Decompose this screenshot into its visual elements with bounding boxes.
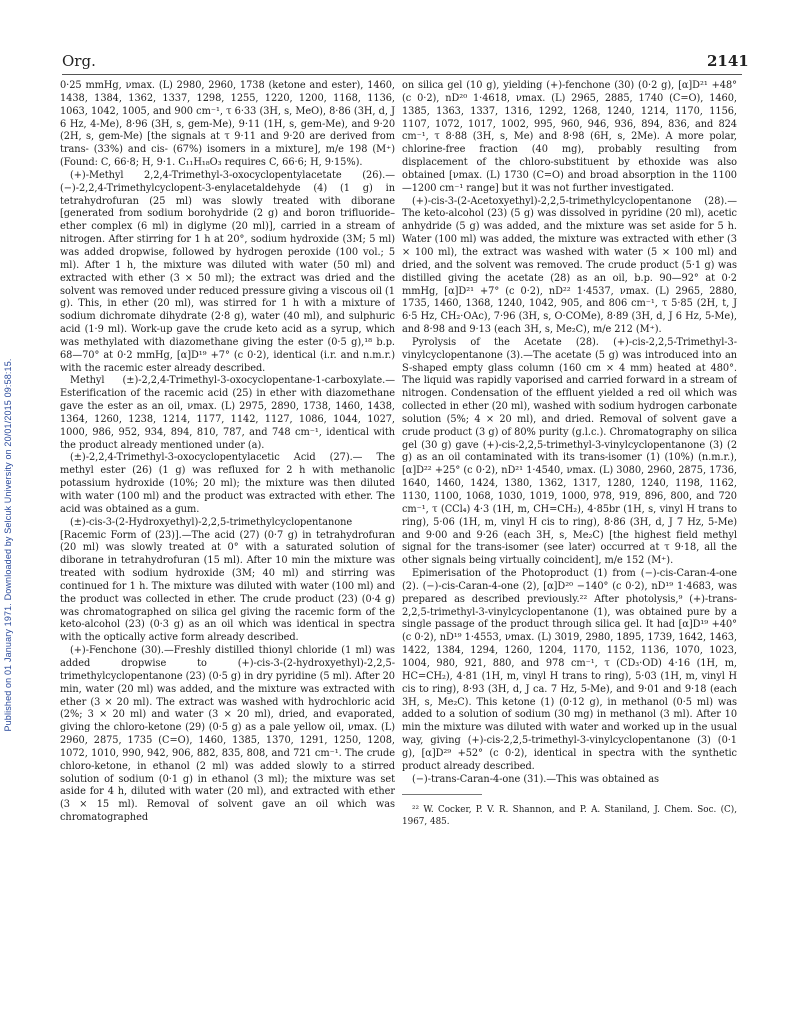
left-column <box>60 80 395 1030</box>
footnote-rule <box>402 794 482 795</box>
paragraph: (−)-trans-Caran-4-one (31).—This was obtained as <box>412 773 659 785</box>
paragraph: Epimerisation of the Photoproduct (1) from (−)-cis-Caran-4-one (2). (−)-cis-Caran-4-one (2), [α]D²⁰ −140° (c 0·2), nD¹⁹ 1·4683, was prepared as described previously.²² After photolysis,⁹ (+)-trans-2,2,5-trimethyl-3-vinylcyclopentanone (1), was obtained pure by a single passage of the product through silica gel. It had [α]D¹⁹ +40° (c 0·2), nD¹⁹ 1·4553, νmax. (L) 3019, 2980, 1895, 1739, 1642, 1463, 1422, 1384, 1294, 1260, 1204, 1170, 1152, 1136, 1070, 1023, 1004, 980, 921, 880, and 978 cm⁻¹, τ (CD₃·OD) 4·16 (1H, m, HC=CH₂), 4·81 (1H, m, vinyl H trans to ring), 5·03 (1H, m, vinyl H cis to ring), 8·93 (3H, d, J ca. 7 Hz, 5-Me), and 9·01 and 9·18 (each 3H, s, Me₂C). This ketone (1) (0·12 g), in methanol (0·5 ml) was added to a solution of sodium (30 mg) in methanol (3 ml). After 10 min the mixture was diluted with water and worked up in the usual way, giving (+)-cis-2,2,5-trimethyl-3-vinylcyclopentanone (3) (0·1 g), [α]D²⁹ +52° (c 0·2), identical in spectra with the synthetic product already described. <box>402 568 737 772</box>
paragraph: (+)-Fenchone (30).—Freshly distilled thionyl chloride (1 ml) was added dropwise to (+)-cis-3-(2-hydroxyethyl)-2,2,5-trimethylcyclopentanone (23) (0·5 g) in dry pyridine (5 ml). After 20 min, water (20 ml) was added, and the mixture was extracted with ether (3 × 20 ml). The extract was washed with hydrochloric acid (2%; 3 × 20 ml) and water (3 × 20 ml), dried, and evaporated, giving the chloro-ketone (29) (0·5 g) as a pale yellow oil, νmax. (L) 2960, 2875, 1735 (C=O), 1460, 1385, 1370, 1291, 1250, 1208, 1072, 1010, 990, 942, 906, 882, 835, 808, and 721 cm⁻¹. The crude chloro-ketone, in ethanol (2 ml) was added slowly to a stirred solution of sodium (0·1 g) in ethanol (3 ml); the mixture was set aside for 4 h, diluted with water (20 ml), and extracted with ether (3 × 15 ml). Removal of solvent gave an oil which was chromatographed <box>60 645 395 824</box>
paragraph: (±)-cis-3-(2-Hydroxyethyl)-2,2,5-trimethylcyclopentanone [Racemic Form of (23)].—The acid (27) (0·7 g) in tetrahydrofuran (20 ml) was slowly treated at 0° with a saturated solution of diborane in tetrahydrofuran (15 ml). After 10 min the mixture was treated with sodium hydroxide (3M; 40 ml) and stirring was continued for 1 h. The mixture was diluted with water (100 ml) and the product was collected in ether. The crude product (23) (0·4 g) was chromatographed on silica gel giving the racemic form of the keto-alcohol (23) (0·3 g) as an oil which was identical in spectra with the optically active form already described. <box>60 516 395 644</box>
footnote: ²² W. Cocker, P. V. R. Shannon, and P. A. Staniland, J. Chem. Soc. (C), 1967, 485. <box>402 805 737 828</box>
paragraph: on silica gel (10 g), yielding (+)-fenchone (30) (0·2 g), [α]D²¹ +48° (c 0·2), nD²⁰ 1·4618, νmax. (L) 2965, 2885, 1740 (C=O), 1460, 1385, 1363, 1337, 1316, 1292, 1268, 1240, 1214, 1170, 1156, 1107, 1072, 1017, 1002, 995, 960, 946, 936, 894, 836, and 824 cm⁻¹, τ 8·88 (3H, s, Me) and 8·98 (6H, s, 2Me). A more polar, chlorine-free fraction (40 mg), probably resulting from displacement of the chloro-substituent by ethoxide was also obtained [νmax. (L) 1730 (C=O) and broad absorption in the 1100—1200 cm⁻¹ range] but it was not further investigated. <box>402 80 737 194</box>
header-rule <box>62 74 742 75</box>
journal-section-header: Org. <box>62 52 96 70</box>
page-number: 2141 <box>707 52 749 70</box>
publication-watermark: Published on 01 January 1971. Downloaded by Selcuk University on 20/01/2015 09:58:15. <box>3 358 13 732</box>
right-column <box>402 80 737 1030</box>
paragraph: Methyl (±)-2,2,4-Trimethyl-3-oxocyclopentane-1-carboxylate.—Esterification of the racemic acid (25) in ether with diazomethane gave the ester as an oil, νmax. (L) 2975, 2890, 1738, 1460, 1438, 1364, 1260, 1238, 1214, 1177, 1142, 1127, 1086, 1044, 1027, 1000, 986, 952, 934, 894, 810, 787, and 748 cm⁻¹, identical with the product already mentioned under (a). <box>60 375 395 451</box>
paragraph: (+)-cis-3-(2-Acetoxyethyl)-2,2,5-trimethylcyclopentanone (28).—The keto-alcohol (23) (5 g) was dissolved in pyridine (20 ml), acetic anhydride (5 g) was added, and the mixture was set aside for 5 h. Water (100 ml) was added, the mixture was extracted with ether (3 × 100 ml), the extract was washed with water (5 × 100 ml) and dried, and the solvent was removed. The crude product (5·1 g) was distilled giving the acetate (28) as an oil, b.p. 90—92° at 0·2 mmHg, [α]D²¹ +7° (c 0·2), nD²² 1·4537, νmax. (L) 2965, 2880, 1735, 1460, 1368, 1240, 1042, 905, and 806 cm⁻¹, τ 5·85 (2H, t, J 6·5 Hz, CH₂·OAc), 7·96 (3H, s, O·COMe), 8·89 (3H, d, J 6 Hz, 5-Me), and 8·98 and 9·13 (each 3H, s, Me₂C), m/e 212 (M⁺). <box>402 195 737 336</box>
paragraph: Pyrolysis of the Acetate (28). (+)-cis-2,2,5-Trimethyl-3-vinylcyclopentanone (3).—The acetate (5 g) was introduced into an S-shaped empty glass column (160 cm × 4 mm) heated at 480°. The liquid was rapidly vaporised and carried forward in a stream of nitrogen. Condensation of the effluent yielded a red oil which was collected in ether (20 ml), washed with sodium hydrogen carbonate solution (5%; 4 × 20 ml), and dried. Removal of solvent gave a crude product (3 g) of 80% purity (g.l.c.). Chromatography on silica gel (30 g) gave (+)-cis-2,2,5-trimethyl-3-vinylcyclopentanone (3) (2 g) as an oil contaminated with its trans-isomer (1) (10%) (n.m.r.), [α]D²² +25° (c 0·2), nD²¹ 1·4540, νmax. (L) 3080, 2960, 2875, 1736, 1640, 1460, 1424, 1380, 1362, 1317, 1280, 1240, 1198, 1162, 1130, 1100, 1068, 1030, 1019, 1000, 978, 919, 896, 800, and 720 cm⁻¹, τ (CCl₄) 4·3 (1H, m, CH=CH₂), 4·85br (1H, s, vinyl H trans to ring), 5·06 (1H, m, vinyl H cis to ring), 8·86 (3H, d, J 7 Hz, 5-Me) and 9·00 and 9·26 (each 3H, s, Me₂C) [the highest field methyl signal for the trans-isomer (see later) occurred at τ 9·18, all the other signals being virtually coincident], m/e 152 (M⁺). <box>402 336 737 567</box>
paragraph: 0·25 mmHg, νmax. (L) 2980, 2960, 1738 (ketone and ester), 1460, 1438, 1384, 1362, 1337, 1298, 1255, 1220, 1200, 1168, 1136, 1063, 1042, 1005, and 900 cm⁻¹, τ 6·33 (3H, s, MeO), 8·86 (3H, d, J 6 Hz, 4-Me), 8·96 (3H, s, gem-Me), 9·11 (1H, s, gem-Me), and 9·20 (2H, s, gem-Me) [the signals at τ 9·11 and 9·20 are derived from trans- (33%) and cis- (67%) isomers in a mixture], m/e 198 (M⁺) (Found: C, 66·8; H, 9·1. C₁₁H₁₈O₃ requires C, 66·6; H, 9·15%). <box>60 80 395 169</box>
paragraph: (±)-2,2,4-Trimethyl-3-oxocyclopentylacetic Acid (27).— The methyl ester (26) (1 g) was refluxed for 2 h with methanolic potassium hydroxide (10%; 20 ml); the mixture was then diluted with water (100 ml) and the product was extracted with ether. The acid was obtained as a gum. <box>60 452 395 515</box>
paragraph: (+)-Methyl 2,2,4-Trimethyl-3-oxocyclopentylacetate (26).— (−)-2,2,4-Trimethylcyclopent-3-enylacetaldehyde (4) (1 g) in tetrahydrofuran (25 ml) was slowly treated with diborane [generated from sodium borohydride (2 g) and boron trifluoride–ether complex (6 ml) in diglyme (20 ml)], carried in a stream of nitrogen. After stirring for 1 h at 20°, sodium hydroxide (3M; 5 ml) was added dropwise, followed by hydrogen peroxide (100 vol.; 5 ml). After 1 h, the mixture was diluted with water (50 ml) and extracted with ether (3 × 50 ml); the extract was dried and the solvent was removed under reduced pressure giving a viscous oil (1 g). This, in ether (20 ml), was stirred for 1 h with a mixture of sodium dichromate dihydrate (2·8 g), water (40 ml), and sulphuric acid (1·9 ml). Work-up gave the crude keto acid as a syrup, which was methylated with diazomethane giving the ester (0·5 g),¹⁸ b.p. 68—70° at 0·2 mmHg, [α]D¹⁹ +7° (c 0·2), identical (i.r. and n.m.r.) with the racemic ester already described. <box>60 169 395 374</box>
